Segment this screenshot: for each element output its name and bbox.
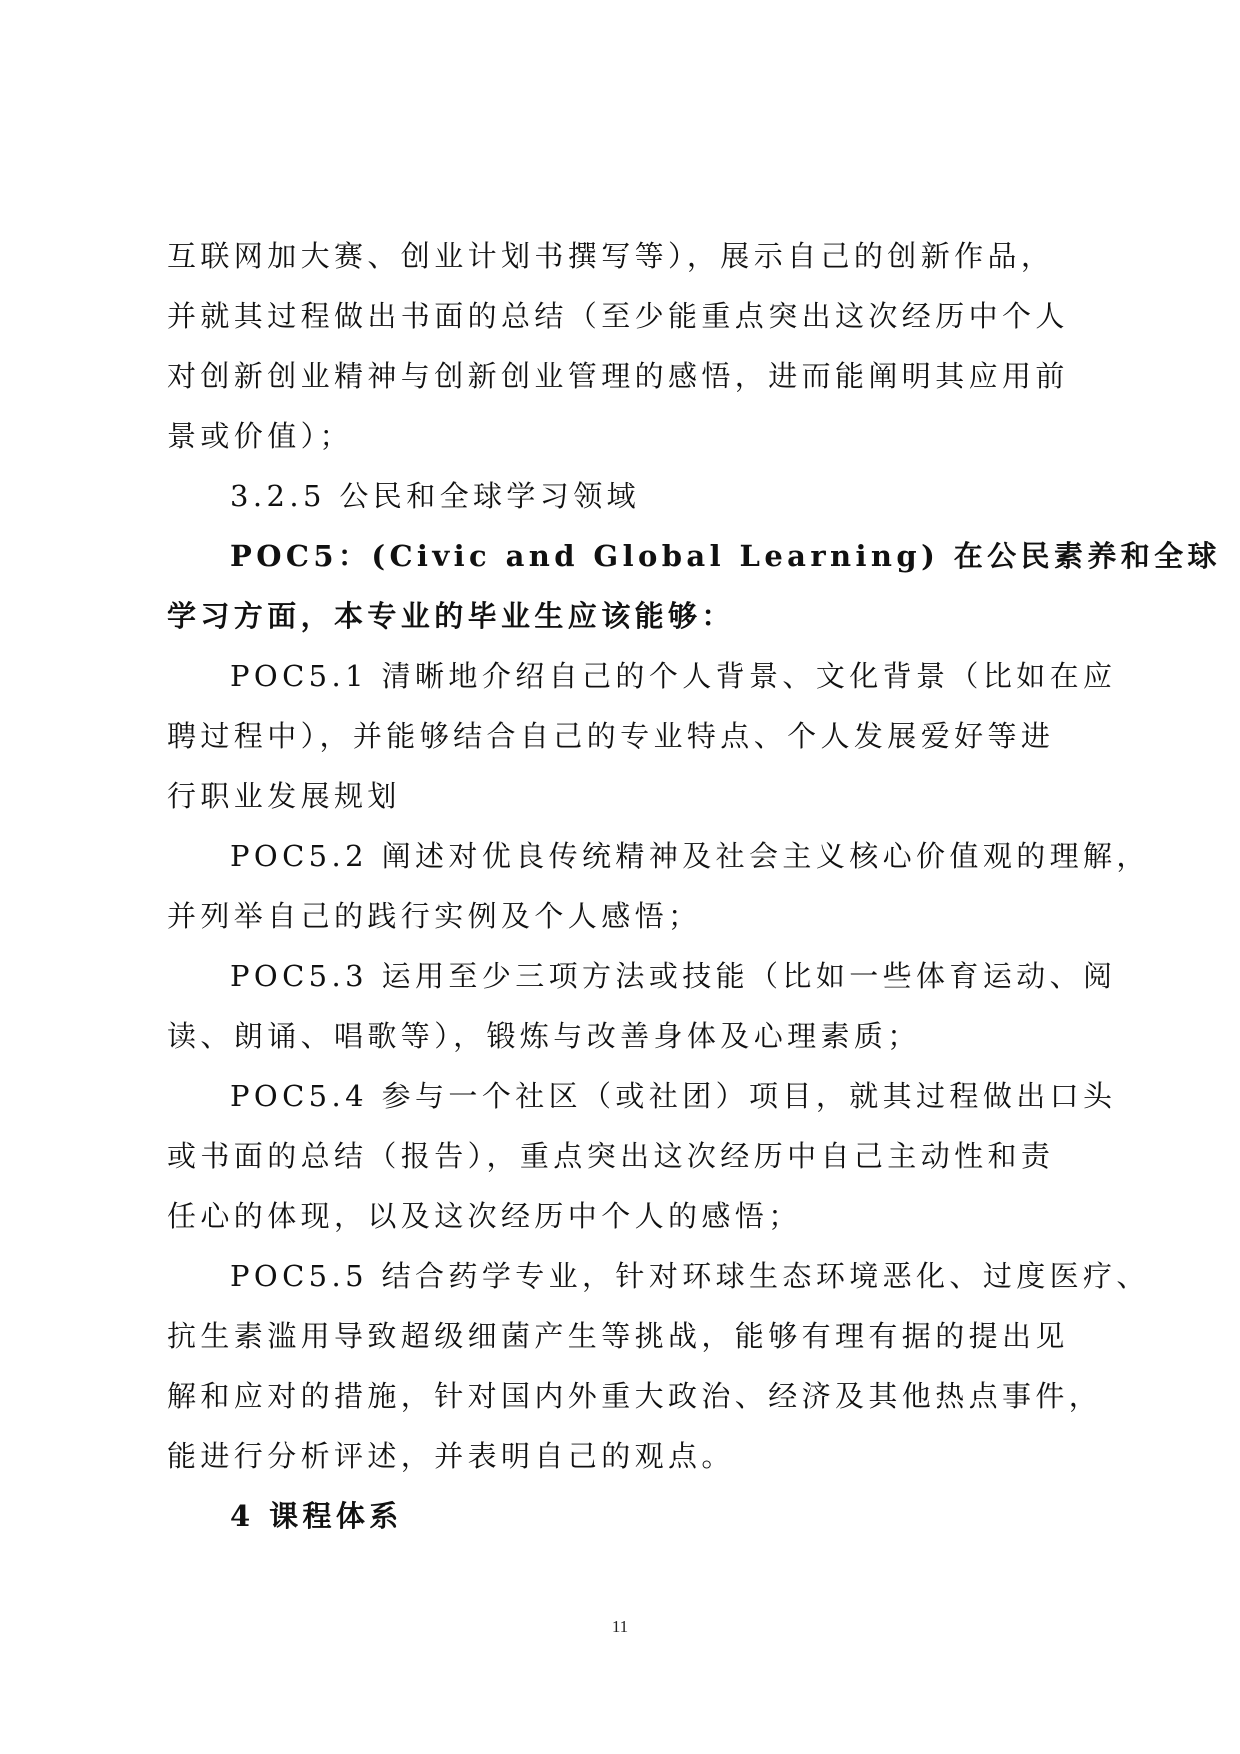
page-content [167,226,1221,1546]
item-line: POC5.5 结合药学专业，针对环球生态环境恶化、过度医疗、 [230,1259,1150,1293]
poc5-item-2 [167,826,1150,946]
section-heading: 3.2.5 公民和全球学习领域 [230,479,641,513]
intro-paragraph [167,226,1097,466]
item-line: 读、朗诵、唱歌等），锻炼与改善身体及心理素质； [167,1019,921,1053]
poc5-heading [167,526,1221,646]
item-line: POC5.1 清晰地介绍自己的个人背景、文化背景（比如在应 [230,659,1117,693]
paragraph-line: 互联网加大赛、创业计划书撰写等），展示自己的创新作品， [167,239,1055,273]
item-line: 行职业发展规划 [167,779,401,813]
item-line: POC5.3 运用至少三项方法或技能（比如一些体育运动、阅 [230,959,1117,993]
item-line: POC5.4 参与一个社区（或社团）项目，就其过程做出口头 [230,1079,1117,1113]
paragraph-line: 景或价值）； [167,419,353,453]
item-line: POC5.2 阐述对优良传统精神及社会主义核心价值观的理解， [230,839,1150,873]
poc5-heading-line: 学习方面，本专业的毕业生应该能够： [167,599,735,633]
item-line: 能进行分析评述，并表明自己的观点。 [167,1439,735,1473]
paragraph-line: 对创新创业精神与创新创业管理的感悟，进而能阐明其应用前 [167,359,1069,393]
item-line: 解和应对的措施，针对国内外重大政治、经济及其他热点事件， [167,1379,1103,1413]
poc5-item-3 [167,946,1117,1066]
chapter-heading: 4 课程体系 [230,1499,403,1533]
item-line: 并列举自己的践行实例及个人感悟； [167,899,702,933]
paragraph-line: 并就其过程做出书面的总结（至少能重点突出这次经历中个人 [167,299,1069,333]
page-number: 11 [611,1617,629,1636]
poc5-item-4 [167,1066,1117,1246]
item-line: 任心的体现，以及这次经历中个人的感悟； [167,1199,802,1233]
poc5-item-5 [167,1246,1150,1486]
item-line: 或书面的总结（报告），重点突出这次经历中自己主动性和责 [167,1139,1055,1173]
item-line: 聘过程中），并能够结合自己的专业特点、个人发展爱好等进 [167,719,1055,753]
poc5-heading-line: POC5：(Civic and Global Learning) 在公民素养和全球 [230,539,1221,573]
item-line: 抗生素滥用导致超级细菌产生等挑战，能够有理有据的提出见 [167,1319,1069,1353]
poc5-item-1 [167,646,1117,826]
